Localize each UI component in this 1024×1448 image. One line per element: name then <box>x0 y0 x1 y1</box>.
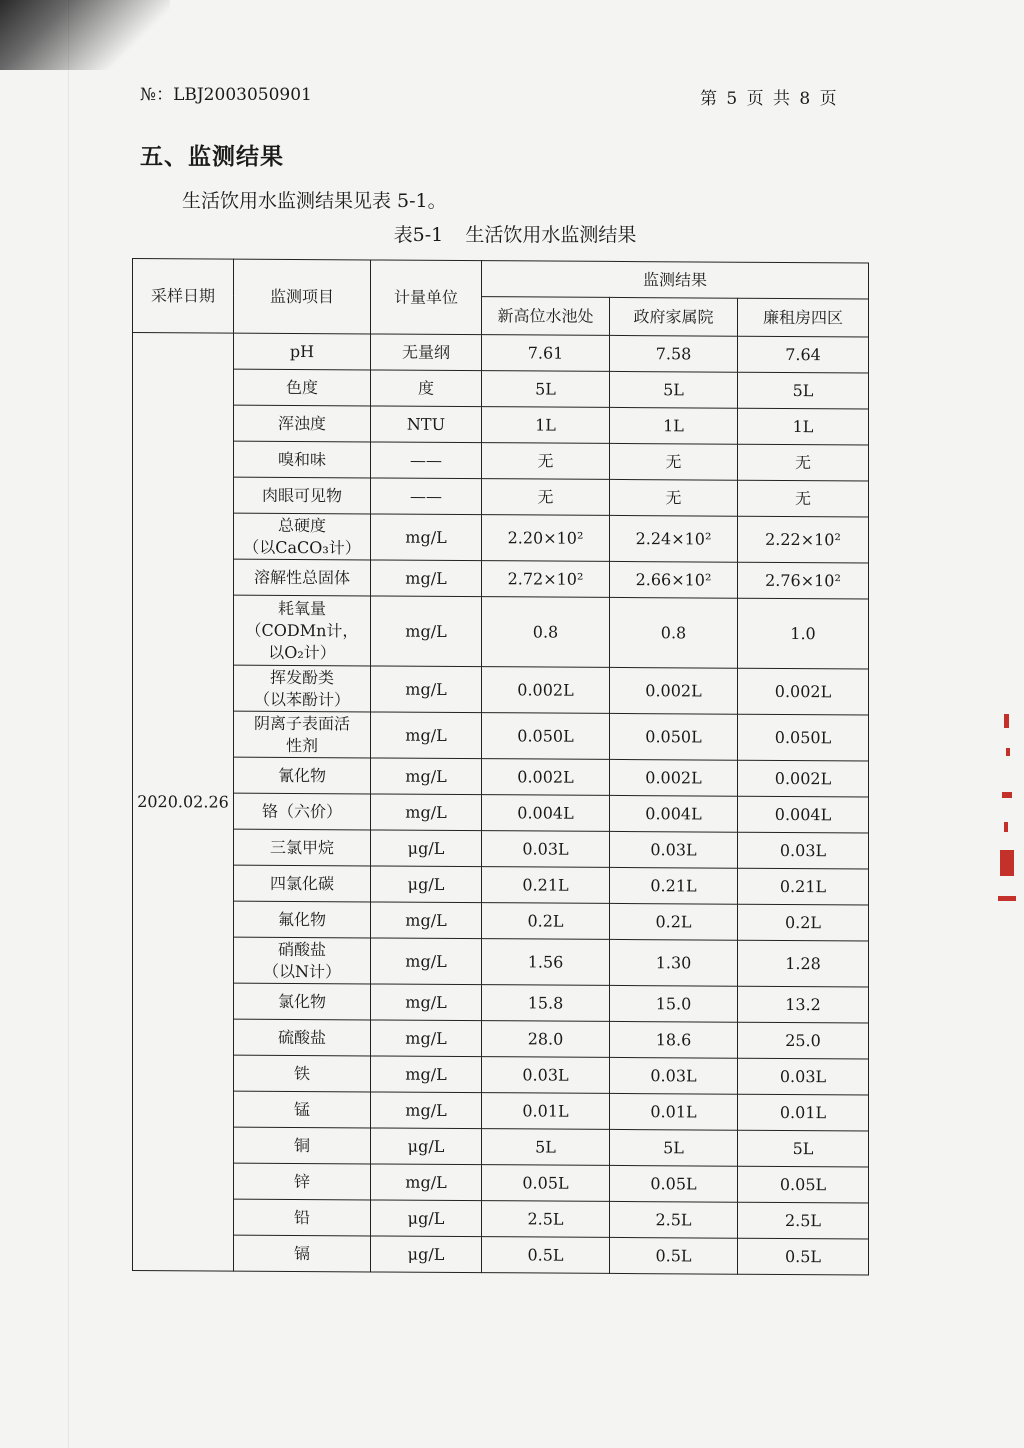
value-cell: 7.58 <box>610 335 738 372</box>
value-cell: 无 <box>482 443 610 480</box>
value-cell: 0.03L <box>738 1058 869 1095</box>
table-row <box>133 793 869 833</box>
item-cell: 肉眼可见物 <box>234 477 371 514</box>
item-cell: 铁 <box>234 1055 371 1092</box>
value-cell: 15.8 <box>482 985 610 1022</box>
item-cell: 镉 <box>234 1235 371 1272</box>
value-cell: 0.5L <box>738 1238 869 1275</box>
value-cell: 5L <box>610 371 738 408</box>
value-cell: 0.2L <box>610 903 738 940</box>
item-line: 性剂 <box>285 735 318 755</box>
section-title: 五、监测结果 <box>140 143 284 170</box>
value-cell: 1.30 <box>610 939 738 986</box>
table-caption-number: 表5-1 <box>393 224 444 246</box>
value-cell: 0.05L <box>738 1166 869 1203</box>
unit-cell: 无量纲 <box>371 334 482 371</box>
value-cell: 2.22×10² <box>738 516 869 563</box>
item-line: （以CaCO₃计） <box>243 537 361 557</box>
item-line: 总硬度 <box>277 515 326 535</box>
value-cell: 0.03L <box>738 832 869 869</box>
value-cell: 0.002L <box>610 667 738 714</box>
value-cell: 0.01L <box>738 1094 869 1131</box>
table-row <box>133 441 869 481</box>
item-cell: 锌 <box>234 1163 371 1200</box>
item-cell: 铬（六价） <box>234 793 371 830</box>
item-cell <box>234 513 371 560</box>
header-results: 监测结果 <box>482 261 869 299</box>
value-cell: 18.6 <box>610 1021 738 1058</box>
value-cell: 0.002L <box>738 668 869 715</box>
unit-cell: mg/L <box>371 596 482 667</box>
item-cell: 氟化物 <box>234 901 371 938</box>
header-site-2: 政府家属院 <box>610 297 738 336</box>
item-cell: 溶解性总固体 <box>234 559 371 596</box>
unit-cell: mg/L <box>371 1092 482 1129</box>
item-cell: 四氯化碳 <box>234 865 371 902</box>
unit-cell: NTU <box>371 406 482 443</box>
unit-cell: μg/L <box>371 830 482 867</box>
value-cell: 5L <box>738 372 869 409</box>
table-row <box>133 757 869 797</box>
unit-cell: mg/L <box>371 758 482 795</box>
item-cell: 铅 <box>234 1199 371 1236</box>
item-line: 硝酸盐 <box>277 939 326 959</box>
value-cell: 无 <box>482 479 610 516</box>
value-cell: 无 <box>610 479 738 516</box>
table-row <box>133 829 869 869</box>
page-fold-line <box>68 0 69 1448</box>
table-row <box>133 865 869 905</box>
value-cell: 0.050L <box>738 714 869 761</box>
value-cell: 0.002L <box>482 759 610 796</box>
value-cell: 0.03L <box>610 831 738 868</box>
value-cell: 0.21L <box>738 868 869 905</box>
item-line: 阴离子表面活 <box>253 713 350 733</box>
table-row <box>133 1091 869 1131</box>
value-cell: 2.20×10² <box>482 515 610 562</box>
unit-cell: mg/L <box>371 1056 482 1093</box>
value-cell: 0.05L <box>482 1165 610 1202</box>
unit-cell: mg/L <box>371 938 482 985</box>
value-cell: 0.004L <box>482 795 610 832</box>
item-cell: 锰 <box>234 1091 371 1128</box>
unit-cell: 度 <box>371 370 482 407</box>
unit-cell: μg/L <box>371 866 482 903</box>
header-unit: 计量单位 <box>371 260 482 335</box>
unit-cell: mg/L <box>371 984 482 1021</box>
item-line: （以N计） <box>262 961 341 981</box>
value-cell: 无 <box>610 443 738 480</box>
item-line: （CODMn计， <box>245 620 359 640</box>
unit-cell: μg/L <box>371 1128 482 1165</box>
table-row <box>133 1235 869 1275</box>
value-cell: 2.76×10² <box>738 562 869 599</box>
value-cell: 1.28 <box>738 940 869 987</box>
value-cell: 2.5L <box>610 1201 738 1238</box>
value-cell: 5L <box>610 1129 738 1166</box>
value-cell: 5L <box>738 1130 869 1167</box>
item-cell: 色度 <box>234 369 371 406</box>
value-cell: 1L <box>610 407 738 444</box>
value-cell: 0.002L <box>738 760 869 797</box>
value-cell: 2.5L <box>738 1202 869 1239</box>
unit-cell: —— <box>371 442 482 479</box>
table-row <box>133 595 869 669</box>
header-site-1: 新高位水池处 <box>482 297 610 336</box>
value-cell: 0.004L <box>610 795 738 832</box>
unit-cell: mg/L <box>371 902 482 939</box>
item-cell: 三氯甲烷 <box>234 829 371 866</box>
item-cell <box>234 665 371 712</box>
unit-cell: —— <box>371 478 482 515</box>
value-cell: 0.05L <box>610 1165 738 1202</box>
table-row <box>133 901 869 941</box>
report-number: №：LBJ2003050901 <box>140 85 312 105</box>
sample-date-cell: 2020.02.26 <box>133 333 234 1272</box>
unit-cell: mg/L <box>371 1020 482 1057</box>
value-cell: 2.24×10² <box>610 515 738 562</box>
value-cell: 1.56 <box>482 939 610 986</box>
value-cell: 0.8 <box>482 597 610 668</box>
value-cell: 7.64 <box>738 336 869 373</box>
item-cell: 氯化物 <box>234 983 371 1020</box>
item-cell <box>234 595 371 666</box>
unit-cell: μg/L <box>371 1236 482 1273</box>
value-cell: 0.21L <box>610 867 738 904</box>
table-row <box>133 1199 869 1239</box>
value-cell: 0.004L <box>738 796 869 833</box>
unit-cell: mg/L <box>371 794 482 831</box>
value-cell: 0.01L <box>610 1093 738 1130</box>
intro-paragraph: 生活饮用水监测结果见表 5-1。 <box>182 190 447 212</box>
scan-shadow <box>0 0 170 70</box>
item-cell: pH <box>234 333 371 370</box>
unit-cell: mg/L <box>371 666 482 713</box>
item-line: 挥发酚类 <box>269 667 334 687</box>
unit-cell: mg/L <box>371 560 482 597</box>
value-cell: 0.01L <box>482 1093 610 1130</box>
value-cell: 无 <box>738 444 869 481</box>
value-cell: 0.03L <box>482 1057 610 1094</box>
item-cell: 嗅和味 <box>234 441 371 478</box>
value-cell: 28.0 <box>482 1021 610 1058</box>
value-cell: 25.0 <box>738 1022 869 1059</box>
item-cell: 硫酸盐 <box>234 1019 371 1056</box>
value-cell: 无 <box>738 480 869 517</box>
value-cell: 1L <box>482 407 610 444</box>
table-row <box>133 559 869 599</box>
value-cell: 0.03L <box>610 1057 738 1094</box>
results-table <box>132 258 869 1276</box>
value-cell: 0.03L <box>482 831 610 868</box>
table-row <box>133 369 869 409</box>
value-cell: 7.61 <box>482 335 610 372</box>
header-site-3: 廉租房四区 <box>738 298 869 337</box>
unit-cell: mg/L <box>371 712 482 759</box>
table-row <box>133 937 869 987</box>
value-cell: 15.0 <box>610 985 738 1022</box>
page-indicator: 第 5 页 共 8 页 <box>700 89 839 109</box>
header-item: 监测项目 <box>234 259 371 334</box>
value-cell: 0.5L <box>610 1237 738 1274</box>
table-caption-title: 生活饮用水监测结果 <box>465 224 637 246</box>
table-row <box>133 1163 869 1203</box>
item-cell <box>234 937 371 984</box>
unit-cell: μg/L <box>371 1200 482 1237</box>
value-cell: 0.5L <box>482 1237 610 1274</box>
item-line: 耗氧量 <box>277 598 326 618</box>
table-row <box>133 333 869 373</box>
value-cell: 0.050L <box>610 713 738 760</box>
table-caption <box>0 220 1024 247</box>
value-cell: 0.002L <box>610 759 738 796</box>
item-line: （以苯酚计） <box>253 689 350 709</box>
unit-cell: mg/L <box>371 1164 482 1201</box>
seal-edge-marks <box>996 700 1020 910</box>
value-cell: 0.2L <box>482 903 610 940</box>
table-row <box>133 405 869 445</box>
table-row <box>133 665 869 715</box>
value-cell: 0.8 <box>610 597 738 668</box>
table-row <box>133 477 869 517</box>
table-row <box>133 983 869 1023</box>
table-row <box>133 711 869 761</box>
value-cell: 0.002L <box>482 667 610 714</box>
table-row <box>133 1127 869 1167</box>
value-cell: 1.0 <box>738 598 869 669</box>
item-line: 以O₂计） <box>268 642 336 662</box>
value-cell: 5L <box>482 1129 610 1166</box>
value-cell: 0.2L <box>738 904 869 941</box>
value-cell: 0.21L <box>482 867 610 904</box>
value-cell: 2.5L <box>482 1201 610 1238</box>
value-cell: 1L <box>738 408 869 445</box>
table-row <box>133 513 869 563</box>
value-cell: 2.66×10² <box>610 561 738 598</box>
item-cell: 氰化物 <box>234 757 371 794</box>
table-row <box>133 1055 869 1095</box>
header-date: 采样日期 <box>133 259 234 334</box>
item-cell: 浑浊度 <box>234 405 371 442</box>
table-row <box>133 1019 869 1059</box>
value-cell: 13.2 <box>738 986 869 1023</box>
unit-cell: mg/L <box>371 514 482 561</box>
item-cell <box>234 711 371 758</box>
value-cell: 5L <box>482 371 610 408</box>
value-cell: 0.050L <box>482 713 610 760</box>
value-cell: 2.72×10² <box>482 561 610 598</box>
item-cell: 铜 <box>234 1127 371 1164</box>
